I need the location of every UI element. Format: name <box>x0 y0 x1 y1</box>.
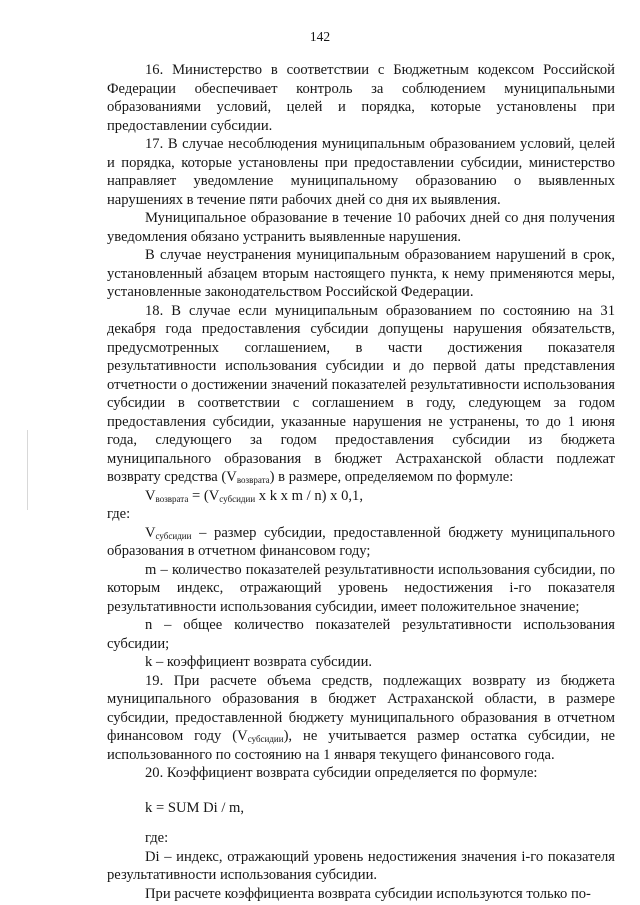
paragraph-17: 17. В случае несоблюдения муниципальным образованием условий, целей и порядка, которые установлены при предоставлении субсидии, министерство направляет уведомление муниципальному образованию о выявленных нарушениях в течение пяти рабочих дней со дня их выявления. <box>107 136 615 208</box>
paragraph-18-subscript: возврата <box>236 475 270 485</box>
paragraph-18-text: 18. В случае если муниципальным образованием по состоянию на 31 декабря года предоставления субсидии допущены нарушения обязательств, предусмотренных соглашением, в части достижения показателя результативности использования субсидии и до первой даты представления отчетности о достижении значений показателей результативности использования субсидии в соответствии с соглашением в году, следующем за годом предоставления субсидии, указанные нарушения не устранены, то до 1 июня года, следующего за годом предоставления субсидии из бюджета муниципального образования в бюджет Астраханской области подлежат возврату средства (V <box>107 302 615 485</box>
paragraph-19-tail: ), не учитывается размер остатка субсидии, не использованного по состоянию на 1 января текущего финансового года. <box>107 728 615 763</box>
formula-1-sub-subsidy: субсидии <box>219 493 256 504</box>
paragraph-17-second: Муниципальное образование в течение 10 рабочих дней со дня получения уведомления обязано устранить выявленные нарушения. <box>107 210 615 245</box>
paragraph-16: 16. Министерство в соответствии с Бюджетным кодексом Российской Федерации обеспечивает контроль за соблюдением муниципальными образованиями условий, целей и порядка, которые установлены при предоставлении субсидии. <box>107 62 615 134</box>
paragraph-18-tail: ) в размере, определяемом по формуле: <box>269 469 514 485</box>
paragraph-last: При расчете коэффициента возврата субсидии используются только по- <box>145 885 591 902</box>
paragraph-19 <box>107 672 615 765</box>
formula-1-mid: = (V <box>188 487 220 504</box>
paragraph-17-third: В случае неустранения муниципальным образованием нарушений в срок, установленный абзацем вторым настоящего пункта, к нему применяются меры, установленные законодательством Российской Федерации. <box>107 247 615 300</box>
formula-coefficient: k = SUM Di / m, <box>145 799 245 816</box>
definition-k: k – коэффициент возврата субсидии. <box>145 654 373 670</box>
definition-v-subscript: субсидии <box>155 530 192 541</box>
where-label-2: где: <box>145 830 169 846</box>
formula-1-tail: x k x m / n) x 0,1, <box>255 487 363 504</box>
formula-1-v: V <box>145 487 156 504</box>
paragraph-19-subscript: субсидии <box>247 734 284 744</box>
paragraph-20: 20. Коэффициент возврата субсидии определяется по формуле: <box>145 765 538 781</box>
formula-1-sub-return: возврата <box>155 493 189 504</box>
definition-di: Di – индекс, отражающий уровень недостижения значения i-го показателя результативности использования субсидии. <box>107 848 615 883</box>
formula-return-volume <box>107 487 615 506</box>
definition-v-subsidy <box>107 524 615 561</box>
paragraph-19-text: 19. При расчете объема средств, подлежащих возврату из бюджета муниципального образования в бюджет Астраханской области, в размере субсидии, предоставленной бюджету муниципального образования в отчетном финансовом году (V <box>107 672 615 744</box>
definition-n: n – общее количество показателей результативности использования субсидии; <box>107 617 615 652</box>
document-body <box>107 61 615 903</box>
where-label-1: где: <box>107 506 131 522</box>
definition-v-text: – размер субсидии, предоставленной бюджету муниципального образования в отчетном финансовом году; <box>107 524 615 559</box>
definition-v-symbol: V <box>145 524 156 541</box>
definition-m: m – количество показателей результативности использования субсидии, по которым индекс, отражающий уровень недостижения i-го показателя результативности использования субсидии, имеет положительное значение; <box>107 561 615 615</box>
page-number: 142 <box>309 29 331 44</box>
paragraph-18 <box>107 302 615 487</box>
scan-edge-mark <box>27 430 28 510</box>
